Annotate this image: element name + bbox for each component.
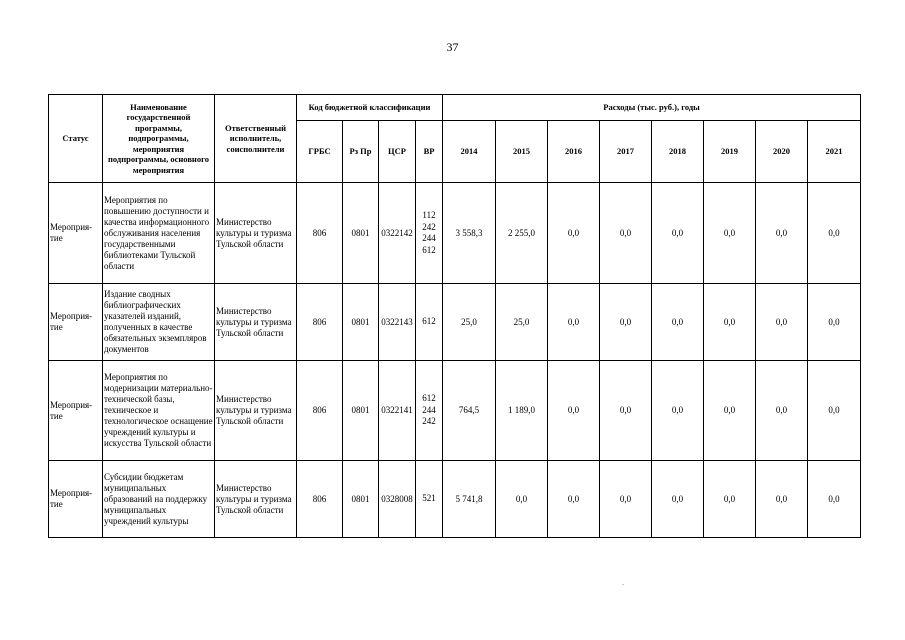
row-value-2017: 0,0 bbox=[600, 361, 652, 461]
row-value-2015: 0,0 bbox=[496, 461, 548, 538]
vr-code: 244 bbox=[422, 233, 436, 243]
row-value-2020: 0,0 bbox=[756, 361, 808, 461]
row-value-2019: 0,0 bbox=[704, 284, 756, 361]
header-csr: ЦСР bbox=[379, 121, 416, 183]
row-name: Субсидии бюджетам муниципальных образований на поддержку муниципальных учреждений культуры bbox=[103, 461, 215, 538]
header-vr: ВР bbox=[416, 121, 443, 183]
row-value-2018: 0,0 bbox=[652, 183, 704, 284]
header-rzpr: Рз Пр bbox=[343, 121, 379, 183]
row-value-2020: 0,0 bbox=[756, 461, 808, 538]
row-vr bbox=[416, 183, 443, 284]
header-expenses: Расходы (тыс. руб.), годы bbox=[443, 95, 861, 121]
page-number: 37 bbox=[446, 40, 459, 54]
row-value-2021: 0,0 bbox=[808, 361, 861, 461]
row-value-2015: 25,0 bbox=[496, 284, 548, 361]
row-value-2019: 0,0 bbox=[704, 361, 756, 461]
row-value-2021: 0,0 bbox=[808, 461, 861, 538]
vr-code: 242 bbox=[422, 416, 436, 427]
vr-code: 112 bbox=[422, 210, 436, 220]
header-year: 2015 bbox=[496, 121, 548, 183]
row-status: Мероприя-тие bbox=[49, 284, 103, 361]
row-status: Мероприя-тие bbox=[49, 461, 103, 538]
header-year: 2020 bbox=[756, 121, 808, 183]
row-value-2014: 3 558,3 bbox=[443, 183, 496, 284]
header-year: 2018 bbox=[652, 121, 704, 183]
row-rzpr: 0801 bbox=[343, 461, 379, 538]
table-row bbox=[49, 461, 861, 538]
header-row-top bbox=[49, 95, 861, 121]
row-value-2016: 0,0 bbox=[548, 183, 600, 284]
header-grbs: ГРБС bbox=[297, 121, 343, 183]
budget-table bbox=[48, 94, 861, 538]
row-csr: 0328008 bbox=[379, 461, 416, 538]
row-grbs: 806 bbox=[297, 284, 343, 361]
vr-code: 612 bbox=[422, 316, 436, 327]
vr-code: 612 bbox=[422, 393, 436, 404]
row-executor: Министерство культуры и туризма Тульской области bbox=[215, 361, 297, 461]
row-status: Мероприя-тие bbox=[49, 183, 103, 284]
row-value-2016: 0,0 bbox=[548, 461, 600, 538]
row-value-2014: 764,5 bbox=[443, 361, 496, 461]
vr-code: 244 bbox=[422, 404, 436, 415]
row-name: Издание сводных библиографических указателей изданий, полученных в качестве обязательных экземпляров документов bbox=[103, 284, 215, 361]
scan-artifact-dot: . bbox=[622, 578, 624, 587]
header-year: 2021 bbox=[808, 121, 861, 183]
row-csr: 0322143 bbox=[379, 284, 416, 361]
row-value-2018: 0,0 bbox=[652, 361, 704, 461]
header-year: 2014 bbox=[443, 121, 496, 183]
table-row bbox=[49, 183, 861, 284]
vr-code: 242 bbox=[422, 221, 436, 232]
row-csr: 0322141 bbox=[379, 361, 416, 461]
row-name: Мероприятия по модернизации материально-технической базы, техническое и технологическое оснащение учреждений культуры и искусства Тульской области bbox=[103, 361, 215, 461]
row-rzpr: 0801 bbox=[343, 183, 379, 284]
header-budget-code: Код бюджетной классификации bbox=[297, 95, 443, 121]
row-value-2016: 0,0 bbox=[548, 361, 600, 461]
row-executor: Министерство культуры и туризма Тульской области bbox=[215, 461, 297, 538]
row-grbs: 806 bbox=[297, 183, 343, 284]
header-status: Статус bbox=[49, 95, 103, 183]
row-executor: Министерство культуры и туризма Тульской области bbox=[215, 183, 297, 284]
row-grbs: 806 bbox=[297, 461, 343, 538]
row-value-2019: 0,0 bbox=[704, 183, 756, 284]
header-year: 2016 bbox=[548, 121, 600, 183]
table-row bbox=[49, 284, 861, 361]
row-grbs: 806 bbox=[297, 361, 343, 461]
row-value-2020: 0,0 bbox=[756, 183, 808, 284]
header-year: 2017 bbox=[600, 121, 652, 183]
header-executor: Ответственный исполнитель, соисполнители bbox=[215, 95, 297, 183]
row-value-2014: 5 741,8 bbox=[443, 461, 496, 538]
row-status: Мероприя-тие bbox=[49, 361, 103, 461]
row-csr: 0322142 bbox=[379, 183, 416, 284]
row-value-2017: 0,0 bbox=[600, 183, 652, 284]
row-value-2021: 0,0 bbox=[808, 284, 861, 361]
row-value-2020: 0,0 bbox=[756, 284, 808, 361]
row-executor: Министерство культуры и туризма Тульской области bbox=[215, 284, 297, 361]
row-name: Мероприятия по повышению доступности и качества информационного обслуживания населения государственными библиотеками Тульской области bbox=[103, 183, 215, 284]
row-value-2018: 0,0 bbox=[652, 461, 704, 538]
row-value-2015: 2 255,0 bbox=[496, 183, 548, 284]
vr-code: 612 bbox=[422, 244, 436, 255]
row-value-2018: 0,0 bbox=[652, 284, 704, 361]
row-value-2015: 1 189,0 bbox=[496, 361, 548, 461]
row-value-2016: 0,0 bbox=[548, 284, 600, 361]
row-value-2019: 0,0 bbox=[704, 461, 756, 538]
row-value-2017: 0,0 bbox=[600, 461, 652, 538]
row-rzpr: 0801 bbox=[343, 361, 379, 461]
table-row bbox=[49, 361, 861, 461]
row-vr bbox=[416, 284, 443, 361]
row-vr bbox=[416, 461, 443, 538]
row-value-2017: 0,0 bbox=[600, 284, 652, 361]
header-name: Наименование государственной программы, подпрограммы, мероприятия подпрограммы, основного мероприятия bbox=[103, 95, 215, 183]
row-rzpr: 0801 bbox=[343, 284, 379, 361]
vr-code: 521 bbox=[422, 493, 436, 504]
row-value-2021: 0,0 bbox=[808, 183, 861, 284]
row-vr bbox=[416, 361, 443, 461]
row-value-2014: 25,0 bbox=[443, 284, 496, 361]
header-year: 2019 bbox=[704, 121, 756, 183]
